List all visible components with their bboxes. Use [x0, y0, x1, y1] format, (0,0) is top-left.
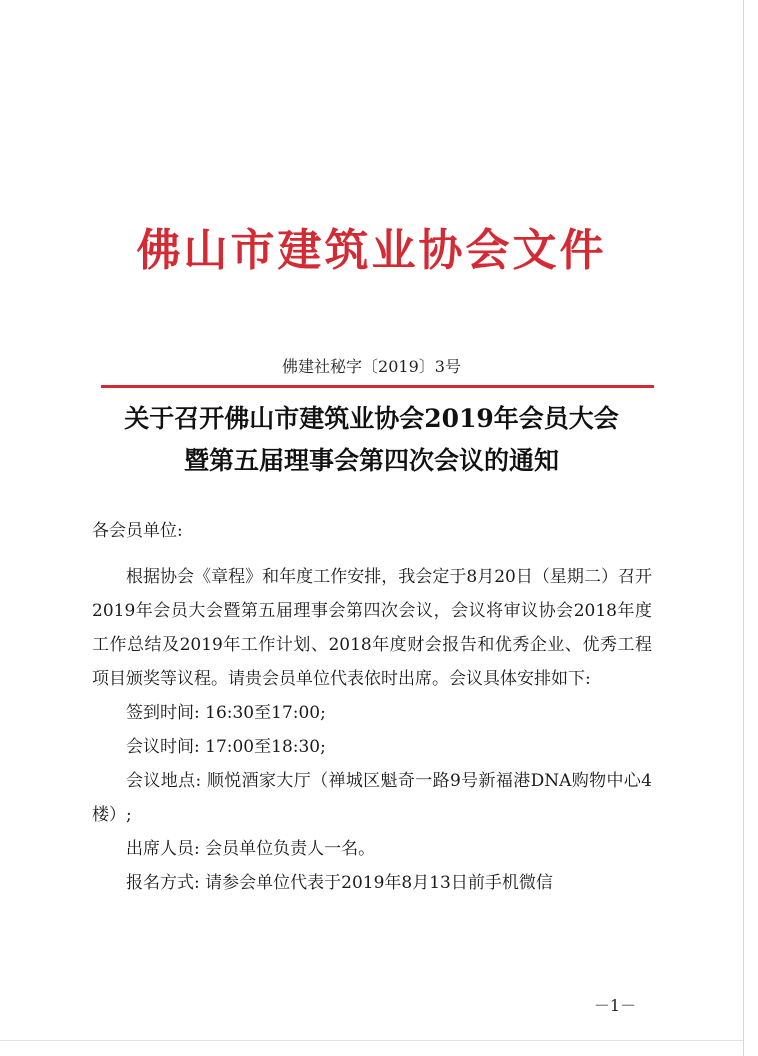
body-paragraph: 根据协会《章程》和年度工作安排，我会定于8月20日（星期二）召开2019年会员大会暨第五届理事会第四次会议，会议将审议协会2018年度工作总结及2019年工作计划、2018年度财会报告和优秀企业、优秀工程项目颁奖等议程。请贵会员单位代表依时出席。会议具体安排如下: — [92, 567, 652, 689]
document-number: 佛建社秘字〔2019〕3号 — [282, 357, 461, 376]
registration-item: 报名方式: 请参会单位代表于2019年8月13日前手机微信 — [126, 873, 553, 893]
salutation: 各会员单位: — [92, 521, 183, 541]
page-edge-right — [743, 0, 744, 1056]
notice-title-line-1: 关于召开佛山市建筑业协会2019年会员大会 — [124, 404, 619, 433]
sign-in-time-item: 签到时间: 16:30至17:00; — [126, 703, 326, 723]
page-number: －1－ — [593, 996, 637, 1015]
red-separator-line — [101, 385, 654, 388]
document-masthead: 佛山市建筑业协会文件 — [136, 225, 607, 276]
notice-body — [92, 560, 652, 900]
meeting-location-item: 会议地点: 顺悦酒家大厅（禅城区魁奇一路9号新福港DNA购物中心4楼）; — [92, 771, 652, 825]
page-edge-bottom — [0, 1040, 743, 1041]
notice-title — [0, 398, 743, 482]
notice-title-line-2: 暨第五届理事会第四次会议的通知 — [183, 446, 559, 475]
attendees-item: 出席人员: 会员单位负责人一名。 — [126, 839, 376, 859]
meeting-time-item: 会议时间: 17:00至18:30; — [126, 737, 326, 757]
